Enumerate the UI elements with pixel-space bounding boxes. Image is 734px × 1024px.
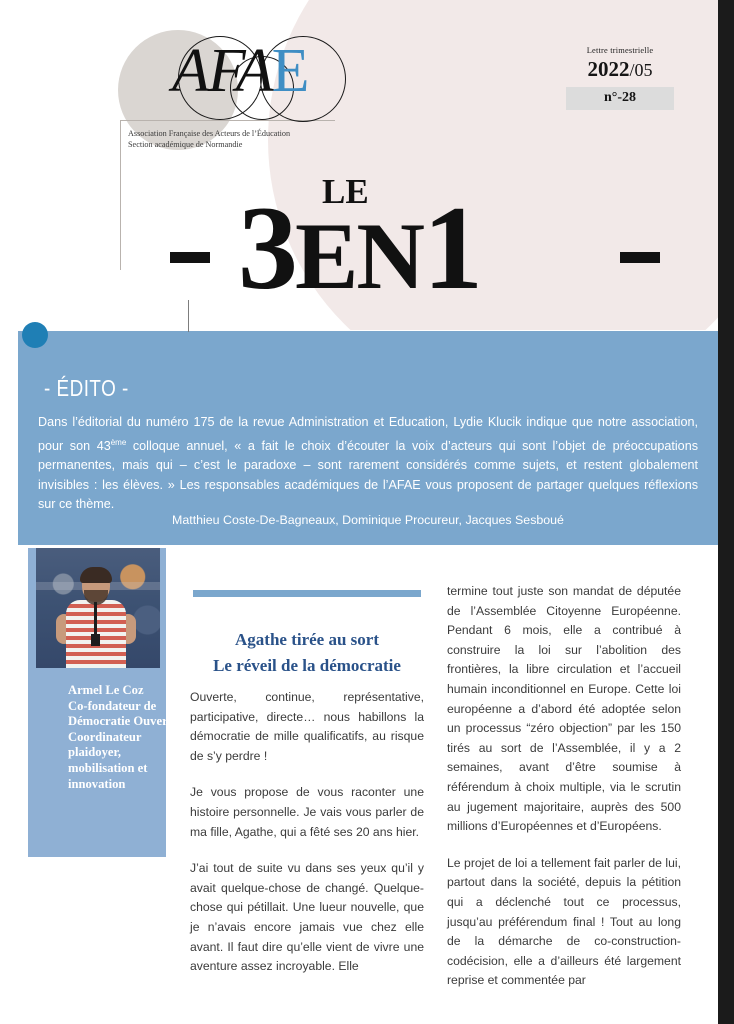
edito-section [18,331,718,545]
edito-dot-icon [22,322,48,348]
article-top-rule [193,590,421,597]
afae-logo [120,34,420,149]
edito-body-part2: colloque annuel, « a fait le choix d’écouter la voix d’acteurs qui sont l’objet de préoccupations permanentes, mais qui – c’est le paradoxe – sont rarement considérés comme sujets, et restent globalement invisibles : les élèves. » Les responsables académiques de l’AFAE vous proposent de partager quelques réflexions sur ce thème. [38,438,698,512]
edito-body-part1: Dans l’éditorial du numéro 175 de la revue Administration et Education, Lydie Klucik indique que notre association, pour son 43 [38,415,698,453]
issue-info-box [566,46,674,110]
photo-subject [64,570,128,668]
edito-body [38,413,698,515]
title-dash-right-icon [620,252,660,263]
issue-date [566,57,674,82]
article-heading [193,627,421,679]
article-column-right [447,582,681,991]
page-right-edge [718,0,734,1024]
logo-wordmark [172,37,308,105]
author-role: Co-fondateur de Démocratie Ouverte Coordinateur plaidoyer, mobilisation et innovation [68,698,178,791]
article-paragraph: Ouverte, continue, représentative, participative, directe… nous habillons la démocratie de mille qualificatifs, au risque de s’y perdre ! [190,690,424,763]
logo-subtitle-line2: Section académique de Normandie [128,140,243,149]
logo-wordmark-dark: AFA [172,37,272,105]
title-word-main [238,181,480,316]
article-section [0,545,718,1024]
photo-subject-badge [91,634,100,646]
edito-title: - ÉDITO - [44,375,129,401]
logo-subtitle-line1: Association Française des Acteurs de l’Éducation [128,129,291,138]
author-photo [36,548,160,668]
logo-subtitle [128,128,428,150]
edito-vertical-rule [188,300,189,332]
article-heading-line2: Le réveil de la démocratie [213,656,401,675]
issue-kicker: Lettre trimestrielle [586,46,654,55]
title-letters-en: EN [295,203,423,309]
article-paragraph: J’ai tout de suite vu dans ses yeux qu’il y avait quelque-chose de changé. Quelque-chose qui pétillait. Une lueur nouvelle, que je n’avais encore jamais vue chez elle avant. Il faut dire qu’elle vient de vivre une aventure assez incroyable. Elle [190,861,424,974]
title-word-le: LE [322,172,369,211]
logo-wordmark-blue: E [271,37,308,105]
issue-year: 2022 [587,57,630,81]
article-heading-line1: Agathe tirée au sort [235,630,379,649]
article-paragraph: Le projet de loi a tellement fait parler de lui, partout dans la société, depuis la pétition qui a déclenché tout ce processus, jusqu’au préférendum final ! Tout au long de la démarche de co-construction-codécision, elle a d’ailleurs été largement reprise et commentée par [447,855,681,988]
title-digit-3: 3 [238,181,295,314]
photo-subject-hair [80,567,112,583]
author-name: Armel Le Coz [68,683,144,697]
masthead [0,0,718,330]
title-digit-1: 1 [422,181,480,314]
photo-subject-lanyard [94,602,97,636]
title-dash-left-icon [170,252,210,263]
issue-month: /05 [629,60,653,80]
edito-body-superscript: ème [110,437,127,447]
author-caption [68,683,188,792]
edito-signature: Matthieu Coste-De-Bagneaux, Dominique Procureur, Jacques Sesboué [172,513,564,527]
article-paragraph: termine tout juste son mandat de députée de l’Assemblée Citoyenne Européenne. Pendant 6 mois, elle a contribué à construire la loi sur l’abolition des frontières, la libre circulation et l’accueil humain inconditionnel en Europe. Cette loi européenne a d’abord été adoptée selon un processus “zéro objection” par les 150 tirés au sort de l’Assemblée, il y a 2 semaines, avant d’être soumise à référendum à choix multiple, via le scrutin au jugement majoritaire, auprès des 500 millions d’Européennes et d’Européens. [447,584,681,834]
article-column-left [190,688,424,977]
newsletter-title [0,150,718,325]
issue-number-badge: n°-28 [566,87,674,110]
article-paragraph: Je vous propose de vous raconter une histoire personnelle. Je vais vous parler de ma fille, Agathe, qui a fêté ses 20 ans hier. [190,785,424,839]
